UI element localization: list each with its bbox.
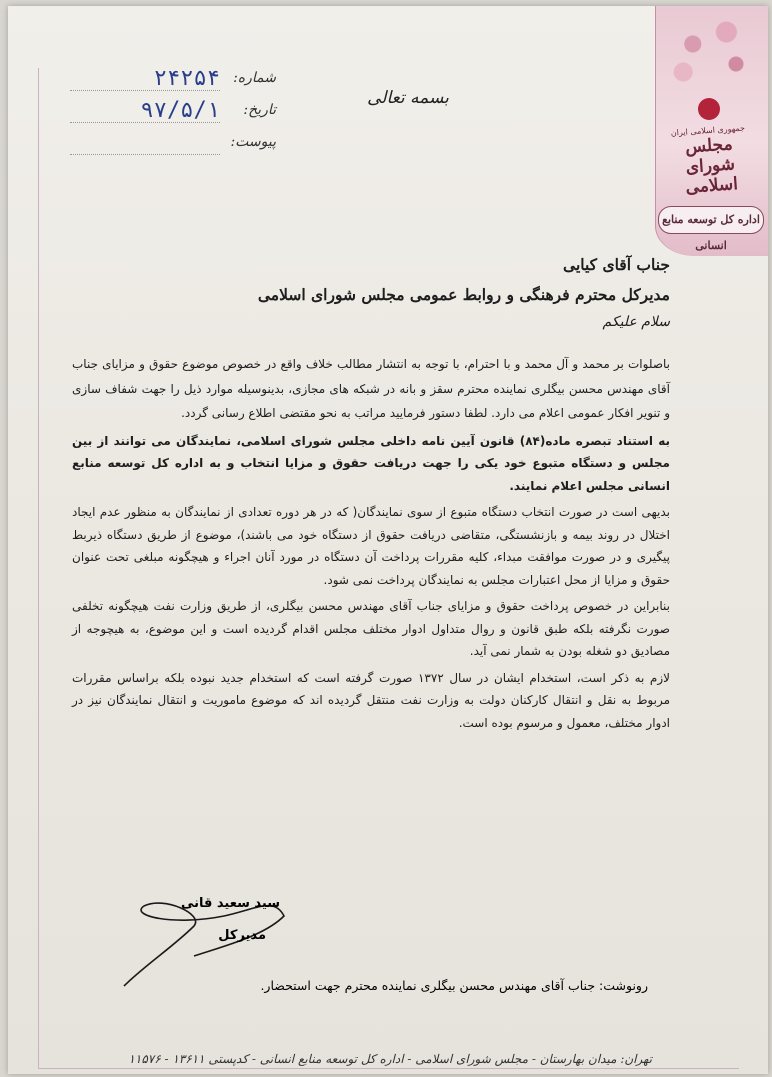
iran-emblem-icon	[698, 98, 720, 120]
attachment-value	[70, 130, 220, 155]
recipient-title: مدیرکل محترم فرهنگی و روابط عمومی مجلس شورای اسلامی	[257, 285, 670, 304]
republic-line: جمهوری اسلامی ایران	[670, 123, 746, 138]
date-row	[66, 98, 276, 124]
greeting: سلام علیکم	[602, 314, 670, 330]
paragraph-5: لازم به ذکر است، استخدام ایشان در سال ۱۳۷۲ صورت گرفته است که استخدام جدید نبوده بلکه براساس مقررات مربوط به نقل و انتقال کارکنان دولت به وزارت نفت منتقل گردیده اند که موضوع ماموریت و انتقال نمایندگان نیز در ادوار مختلف، معمول و مرسوم بوده است.	[72, 670, 670, 730]
paragraph-4: بنابراین در خصوص پرداخت حقوق و مزایای جناب آقای مهندس محسن بیگلری، از طریق وزارت نفت هیچگونه تخلفی صورت نگرفته بلکه طبق قانون و روال متداول ادوار مختلف مجلس اقدام گردیده است و این موضوع، به هیچوجه از مصادیق دو شغله بودن به شمار نمی آید.	[72, 599, 670, 658]
date-value: ۹۷/۵/۱	[70, 98, 220, 123]
paragraph-1: باصلوات بر محمد و آل محمد و با احترام، با توجه به انتشار مطالب خلاف واقع در خصوص موضوع حقوق و مزایای جناب آقای مهندس محسن بیگلری نماینده محترم سقز و بانه در شبکه های مجازی، بدینوسیله موارد ذیل را جهت شفاف سازی و تنویر افکار عمومی اعلام می دارد. لطفا دستور فرمایید مراتب به نحو مقتضی اطلاع رسانی گردد.	[72, 357, 670, 420]
signatory-name: سید سعید قانی	[180, 896, 280, 911]
signatory-title: مدیرکل	[218, 928, 266, 943]
attachment-label: پیوست:	[230, 134, 276, 150]
letterhead-banner	[655, 6, 768, 256]
number-row	[66, 66, 276, 92]
attachment-row	[66, 130, 276, 156]
bismillah: بسمه تعالی	[367, 88, 449, 108]
number-value: ۲۴۲۵۴	[70, 66, 220, 91]
date-label: تاریخ:	[243, 102, 276, 118]
letter-meta	[66, 66, 276, 162]
signature-block	[134, 888, 284, 968]
recipient-name: جناب آقای کیایی	[563, 255, 670, 274]
footer-address: تهران: میدان بهارستان - مجلس شورای اسلامی - اداره کل توسعه منابع انسانی - کدپستی ۱۳۶۱۱ - ۱۱۵۷۶	[128, 1052, 652, 1066]
letter-content	[72, 250, 670, 734]
paragraph-3: بدیهی است در صورت انتخاب دستگاه متبوع از سوی نمایندگان( که در هر دوره تعدادی از نمایندگان به منظور عدم ایجاد اختلال در روند بیمه و بازنشستگی، متقاضی دریافت حقوق از دستگاه خود می باشند)، موضوع از طریق دستگاه ذیربط پیگیری و در صورت موافقت مبداء، کلیه مقررات پرداخت آن دستگاه در مورد آنان اجراء و هیچگونه مبلغی تحت عنوان حقوق و مزایا از محل اعتبارات مجلس به نمایندگان پرداخت نمی شود.	[72, 505, 670, 587]
paragraph-2: به استناد تبصره ماده(۸۴) قانون آیین نامه داخلی مجلس شورای اسلامی، نمایندگان می توانند از بین مجلس و دستگاه متبوع خود یکی را جهت دریافت حقوق و مزایا انتخاب و به اداره کل توسعه منابع انسانی مجلس اعلام نمایند.	[72, 433, 670, 493]
letter-sheet	[8, 6, 768, 1074]
parliament-name	[658, 123, 763, 200]
floral-ornament	[664, 12, 760, 92]
parliament-title: مجلس شورای اسلامی	[684, 134, 739, 198]
department-ribbon: اداره کل توسعه منابع انسانی	[658, 206, 764, 234]
carbon-copy: رونوشت: جناب آقای مهندس محسن بیگلری نماینده محترم جهت استحضار.	[260, 978, 648, 993]
number-label: شماره:	[233, 70, 276, 86]
